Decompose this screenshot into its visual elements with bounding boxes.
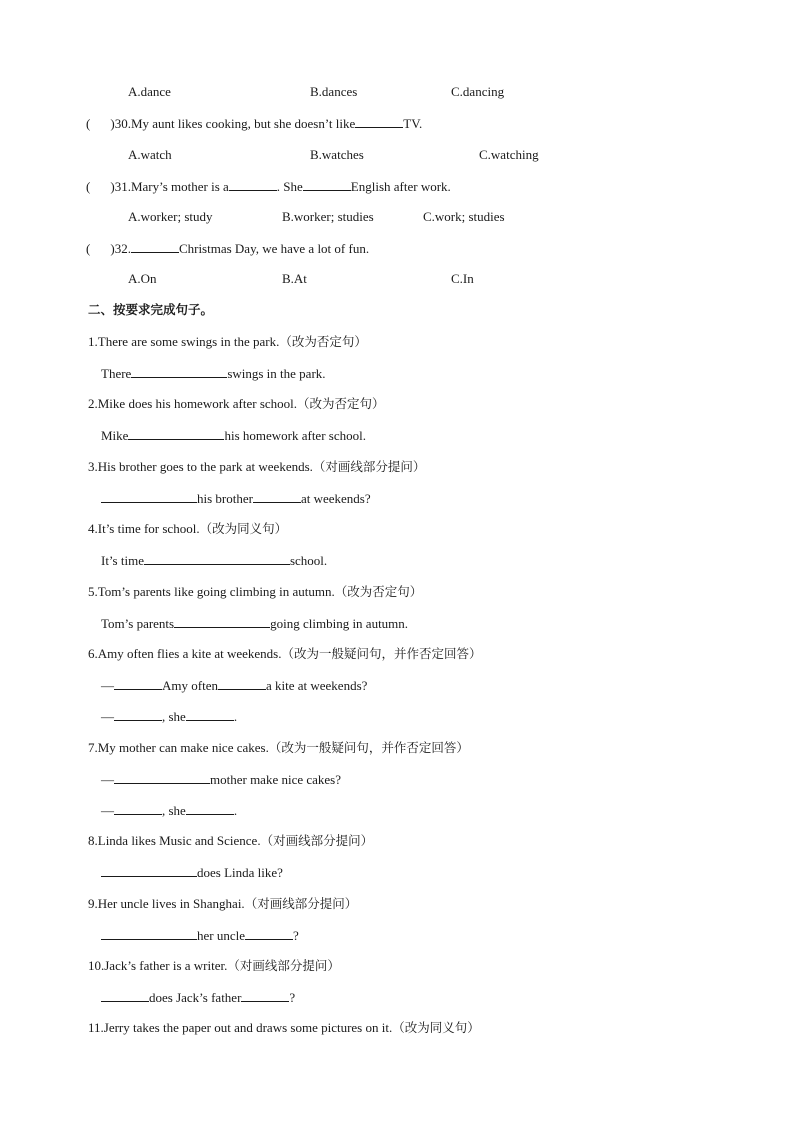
s2-q9-answer-mid: her uncle (197, 928, 246, 943)
s2-q9-answer-post: ? (293, 928, 299, 943)
q30-paren-close: ) (110, 116, 115, 131)
s2-q7 (88, 740, 469, 756)
s2-q3-answer-post: at weekends? (300, 491, 371, 506)
s2-q9-text: 9.Her uncle lives in Shanghai. (88, 896, 245, 911)
q31-option-a: A.worker; study (128, 209, 213, 224)
s2-q4 (88, 521, 287, 537)
s2-q7-text: 7.My mother can make nice cakes. (88, 740, 269, 755)
q32-stem (86, 240, 369, 257)
s2-q3-blank-2[interactable] (253, 490, 301, 503)
s2-q2-blank[interactable] (128, 427, 224, 440)
s2-q7-dash-2: — (101, 803, 114, 818)
s2-q7-answer2-mid: , she (162, 803, 186, 818)
s2-q10-blank-1[interactable] (101, 989, 149, 1002)
s2-q11-text: 11.Jerry takes the paper out and draws some pictures on it. (88, 1020, 393, 1035)
s2-q10-answer-mid: does Jack’s father (149, 990, 242, 1005)
s2-q7-dash-1: — (101, 772, 114, 787)
s2-q6-answer-question (101, 677, 367, 694)
s2-q6-blank-1[interactable] (114, 677, 162, 690)
s2-q7-blank-3[interactable] (186, 802, 234, 815)
s2-q1-blank[interactable] (131, 365, 227, 378)
s2-q6-blank-3[interactable] (114, 708, 162, 721)
q31-text-mid: . She (276, 179, 303, 194)
s2-q6-answer2-mid: , she (162, 709, 186, 724)
s2-q6-instruction: （改为一般疑问句，并作否定回答） (281, 646, 482, 661)
s2-q1-answer-post: swings in the park. (227, 366, 326, 381)
s2-q10-instruction: （对画线部分提问） (227, 958, 340, 973)
q30-text-post: TV. (403, 116, 423, 131)
s2-q4-answer-post: school. (289, 553, 328, 568)
q31-text-post: English after work. (350, 179, 451, 194)
q31-option-c: C.work; studies (423, 209, 505, 224)
s2-q10-text: 10.Jack’s father is a writer. (88, 958, 228, 973)
q32-option-b: B.At (282, 271, 307, 286)
s2-q10-blank-2[interactable] (241, 989, 289, 1002)
s2-q6-text: 6.Amy often flies a kite at weekends. (88, 646, 282, 661)
s2-q2-answer (101, 427, 366, 444)
q32-blank[interactable] (131, 240, 179, 253)
s2-q6-answer1-post: a kite at weekends? (265, 678, 368, 693)
s2-q5-blank[interactable] (174, 615, 270, 628)
s2-q3 (88, 459, 425, 475)
s2-q8-answer (101, 864, 283, 881)
s2-q5-answer-pre: Tom’s parents (101, 616, 175, 631)
s2-q3-instruction: （对画线部分提问） (312, 459, 426, 474)
s2-q10 (88, 958, 340, 974)
q32-option-a: A.On (128, 271, 157, 286)
s2-q1-instruction: （改为否定句） (279, 334, 367, 349)
s2-q5 (88, 584, 422, 600)
s2-q1-answer (101, 365, 326, 382)
s2-q5-instruction: （改为否定句） (334, 584, 423, 599)
s2-q3-answer (101, 490, 371, 507)
s2-q1-answer-pre: There (101, 366, 132, 381)
s2-q6-dash-2: — (101, 709, 114, 724)
s2-q4-answer (101, 552, 327, 569)
s2-q2-answer-post: his homework after school. (224, 428, 366, 443)
q31-paren-close: ) (110, 179, 115, 194)
q31-option-b: B.worker; studies (282, 209, 374, 224)
s2-q7-instruction: （改为一般疑问句，并作否定回答） (268, 740, 469, 755)
q30-text-pre: 30.My aunt likes cooking, but she doesn’t like (114, 116, 356, 131)
s2-q6-blank-2[interactable] (218, 677, 266, 690)
s2-q8-text: 8.Linda likes Music and Science. (88, 833, 261, 848)
s2-q8-blank[interactable] (101, 864, 197, 877)
s2-q6-answer-reply (101, 708, 237, 725)
q30-stem (86, 115, 422, 132)
s2-q6 (88, 646, 482, 662)
s2-q7-answer-reply (101, 802, 237, 819)
q30-option-b: B.watches (310, 147, 364, 162)
section-heading: 二、按要求完成句子。 (88, 302, 214, 317)
q29-option-c: C.dancing (451, 84, 505, 99)
s2-q4-answer-pre: It’s time (101, 553, 144, 568)
s2-q5-answer-post: going climbing in autumn. (270, 616, 409, 631)
q29-option-a: A.dance (128, 84, 171, 99)
q31-stem (86, 178, 451, 195)
q30-blank[interactable] (355, 115, 403, 128)
q29-option-b: B.dances (310, 84, 358, 99)
q31-paren-open: ( (86, 179, 91, 194)
s2-q3-answer-mid: his brother (197, 491, 253, 506)
s2-q2-instruction: （改为否定句） (297, 396, 385, 411)
s2-q1-text: 1.There are some swings in the park. (88, 334, 280, 349)
q32-option-c: C.In (451, 271, 474, 286)
s2-q11 (88, 1020, 480, 1036)
s2-q9 (88, 896, 357, 912)
q30-paren-open: ( (86, 116, 91, 131)
q32-paren-close: ) (110, 241, 115, 256)
q31-blank-1[interactable] (229, 178, 277, 191)
q32-text-pre: 32. (114, 241, 131, 256)
s2-q7-blank-2[interactable] (114, 802, 162, 815)
s2-q6-answer2-post: . (233, 709, 238, 724)
s2-q4-instruction: （改为同义句） (199, 521, 288, 536)
s2-q11-instruction: （改为同义句） (392, 1020, 480, 1035)
s2-q10-answer (101, 989, 295, 1006)
s2-q5-answer (101, 615, 408, 632)
s2-q7-answer-question (101, 771, 341, 788)
s2-q6-dash-1: — (101, 678, 114, 693)
s2-q2-text: 2.Mike does his homework after school. (88, 396, 298, 411)
s2-q8-instruction: （对画线部分提问） (260, 833, 374, 848)
s2-q6-blank-4[interactable] (186, 708, 234, 721)
s2-q5-text: 5.Tom’s parents like going climbing in autumn. (88, 584, 335, 599)
s2-q2-answer-pre: Mike (101, 428, 129, 443)
q31-text-pre: 31.Mary’s mother is a (114, 179, 229, 194)
s2-q4-text: 4.It’s time for school. (88, 521, 200, 536)
s2-q4-blank[interactable] (144, 552, 290, 565)
q31-blank-2[interactable] (303, 178, 351, 191)
s2-q8-answer-post: does Linda like? (197, 865, 283, 880)
s2-q9-blank-2[interactable] (245, 927, 293, 940)
s2-q9-blank-1[interactable] (101, 927, 197, 940)
q32-text-post: Christmas Day, we have a lot of fun. (178, 241, 370, 256)
s2-q3-text: 3.His brother goes to the park at weekends. (88, 459, 313, 474)
s2-q6-answer1-mid: Amy often (162, 678, 218, 693)
s2-q9-instruction: （对画线部分提问） (244, 896, 358, 911)
s2-q9-answer (101, 927, 299, 944)
s2-q7-blank-1[interactable] (114, 771, 210, 784)
q30-option-c: C.watching (479, 147, 539, 162)
s2-q3-blank-1[interactable] (101, 490, 197, 503)
s2-q7-answer2-post: . (233, 803, 238, 818)
s2-q10-answer-post: ? (289, 990, 296, 1005)
s2-q8 (88, 833, 373, 849)
q30-option-a: A.watch (128, 147, 172, 162)
s2-q7-answer1-post: mother make nice cakes? (210, 772, 342, 787)
s2-q1 (88, 334, 367, 350)
s2-q2 (88, 396, 385, 412)
q32-paren-open: ( (86, 241, 91, 256)
